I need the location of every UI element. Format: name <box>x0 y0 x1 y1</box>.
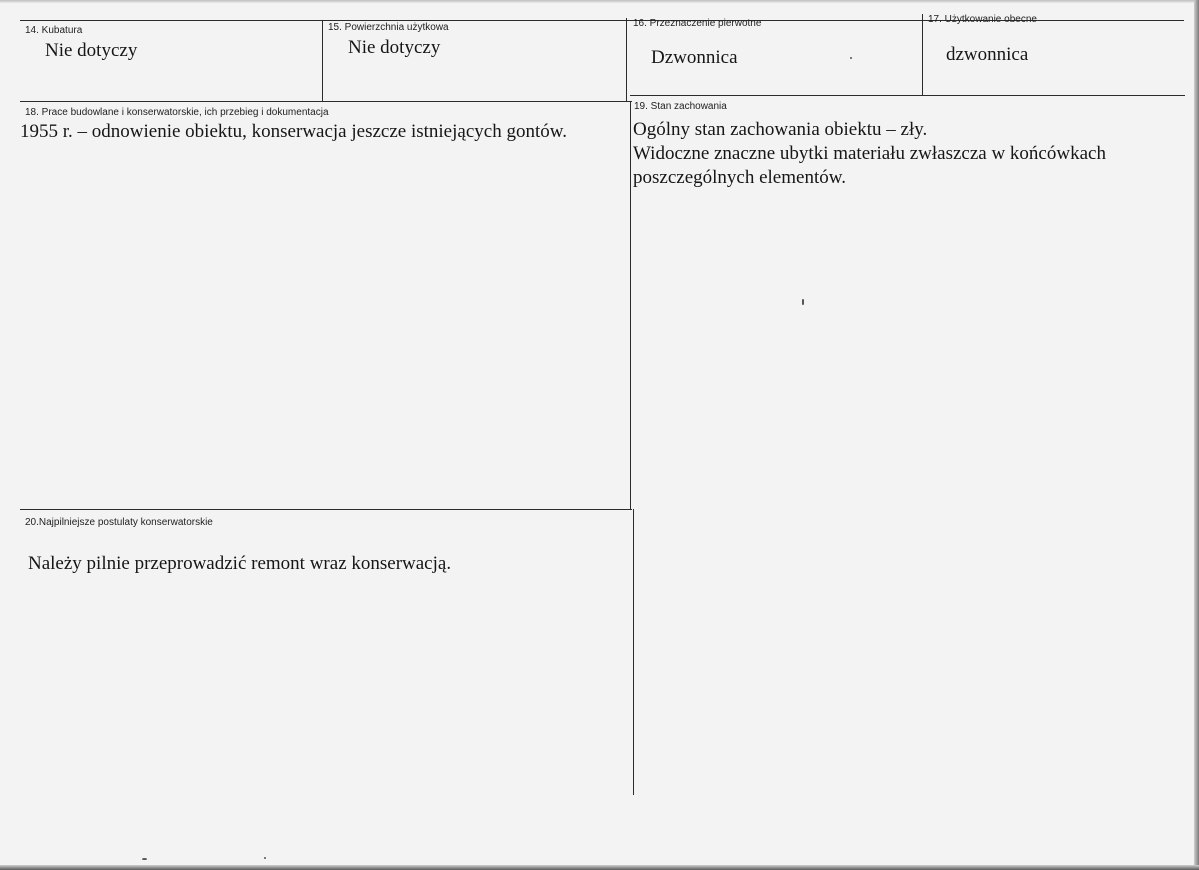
divider-main-column <box>630 101 631 510</box>
divider-14-15 <box>322 20 323 102</box>
field-18-label: 18. Prace budowlane i konserwatorskie, ich przebieg i dokumentacja <box>25 107 329 118</box>
field-19-text <box>633 118 1106 190</box>
field-16-label: 16. Przeznaczenie pierwotne <box>633 18 762 29</box>
field-15-value: Nie dotyczy <box>348 37 441 58</box>
divider-16-17 <box>922 14 923 96</box>
scan-edge-top <box>0 0 1199 3</box>
field-14-value: Nie dotyczy <box>45 40 138 61</box>
field-17-label: 17. Użytkowanie obecne <box>928 14 1037 25</box>
row1-right-bottom-rule <box>630 95 1185 96</box>
field-18-value: 1955 r. – odnowienie obiektu, konserwacja jeszcze istniejących gontów. <box>20 121 567 142</box>
field-19-line-3: poszczególnych elementów. <box>633 167 846 188</box>
row1-bottom-rule <box>20 101 632 102</box>
divider-lower-column <box>633 509 634 795</box>
field-17-value: dzwonnica <box>946 44 1029 65</box>
scan-speck <box>802 299 804 305</box>
field-20-label: 20.Najpilniejsze postulaty konserwatorskie <box>25 517 213 528</box>
field-16-value: Dzwonnica <box>651 47 738 68</box>
scan-speck <box>142 858 147 860</box>
scan-speck <box>264 857 266 859</box>
scan-edge-right <box>1194 0 1199 870</box>
field-19-label: 19. Stan zachowania <box>634 101 727 112</box>
section20-top-rule <box>20 509 632 510</box>
field-14-label: 14. Kubatura <box>25 25 83 36</box>
field-19-line-1: Ogólny stan zachowania obiektu – zły. <box>633 119 928 140</box>
divider-15-16 <box>626 18 627 102</box>
field-15-label: 15. Powierzchnia użytkowa <box>328 22 449 33</box>
scan-edge-bottom <box>0 865 1199 870</box>
field-19-line-2: Widoczne znaczne ubytki materiału zwłaszcza w końcówkach <box>633 143 1106 164</box>
scan-speck <box>850 57 852 59</box>
field-20-value: Należy pilnie przeprowadzić remont wraz konserwacją. <box>28 553 452 574</box>
